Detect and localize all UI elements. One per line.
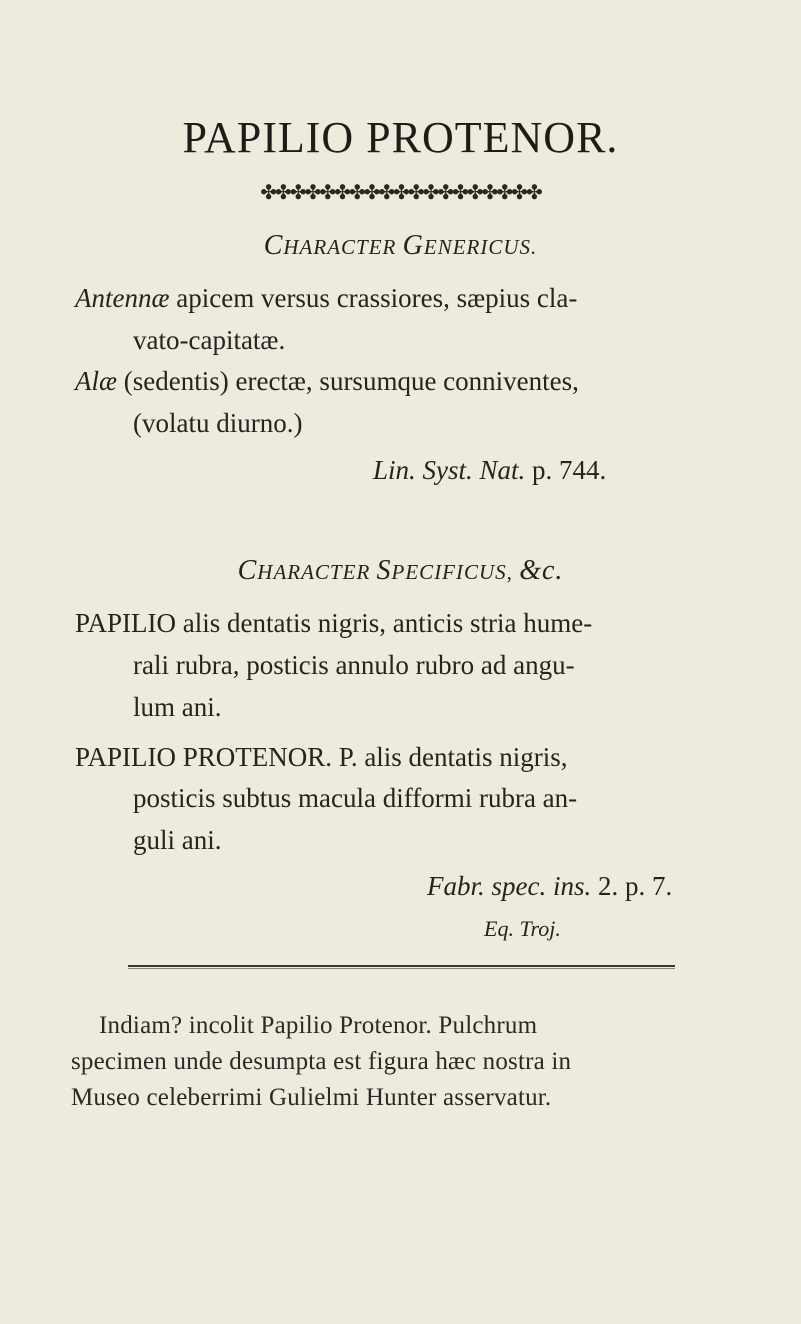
- heading-text: HARACTER: [257, 560, 377, 584]
- heading-etc: &c.: [519, 555, 564, 586]
- protenor-desc-line: PAPILIO PROTENOR. P. alis dentatis nigris,: [75, 742, 568, 772]
- alae-line: [75, 366, 579, 397]
- heading-initial: S: [376, 555, 392, 586]
- protenor-desc-line: posticis subtus macula difformi rubra an-: [133, 783, 578, 813]
- specific-character-heading: [0, 555, 801, 587]
- generic-character-heading: [0, 230, 801, 262]
- heading-text: PECIFICUS,: [391, 560, 520, 584]
- section-divider-shadow: [128, 968, 675, 969]
- antennae-term: Antennæ: [75, 283, 170, 313]
- section-divider: [128, 965, 675, 967]
- specific-desc-line: PAPILIO alis dentatis nigris, anticis stria hume-: [75, 608, 593, 638]
- heading-initial: C: [263, 230, 284, 261]
- note-line: specimen unde desumpta est figura hæc nostra in: [71, 1048, 572, 1075]
- antennae-text: apicem versus crassiores, sæpius cla-: [169, 283, 578, 313]
- alae-term: Alæ: [75, 366, 118, 396]
- page-title: PAPILIO PROTENOR.: [182, 113, 619, 162]
- heading-text: HARACTER: [283, 235, 403, 259]
- heading-initial: C: [237, 555, 258, 586]
- reference-page: p. 744.: [525, 455, 607, 485]
- specific-desc-line: rali rubra, posticis annulo rubro ad angu-: [133, 650, 575, 680]
- reference-page: 2. p. 7.: [591, 871, 673, 901]
- protenor-desc-line: guli ani.: [133, 825, 222, 855]
- antennae-line: [75, 283, 577, 314]
- fabricius-reference: [427, 871, 672, 902]
- linnaeus-reference: [373, 455, 606, 486]
- specific-desc-line: lum ani.: [133, 692, 222, 722]
- heading-text: ENERICUS.: [423, 235, 538, 259]
- alae-continuation: (volatu diurno.): [133, 408, 303, 438]
- note-line: Museo celeberrimi Gulielmi Hunter asservatur.: [71, 1084, 552, 1111]
- note-line: Indiam? incolit Papilio Protenor. Pulchrum: [99, 1012, 538, 1039]
- antennae-continuation: vato-capitatæ.: [133, 325, 286, 355]
- fabricius-subreference: Eq. Troj.: [484, 916, 561, 941]
- ornament-rule: ✤✤✤✤✤✤✤✤✤✤✤✤✤✤✤✤✤✤✤: [260, 182, 541, 204]
- heading-initial: G: [402, 230, 424, 261]
- reference-title: Lin. Syst. Nat.: [373, 455, 526, 485]
- alae-text: (sedentis) erectæ, sursumque conniventes,: [117, 366, 579, 396]
- reference-title: Fabr. spec. ins.: [427, 871, 592, 901]
